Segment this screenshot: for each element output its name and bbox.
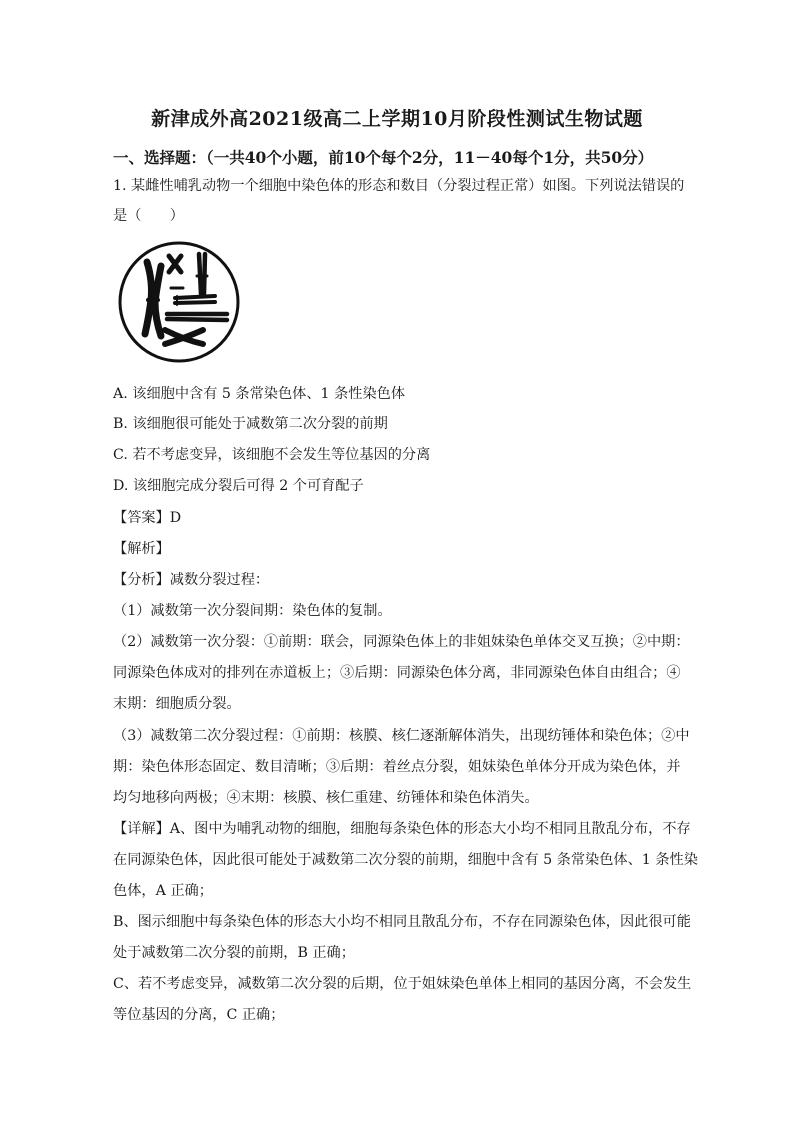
analysis-line: 均匀地移向两极；④末期：核膜、核仁重建、纺锤体和染色体消失。 (113, 790, 539, 806)
detail-line: B、图示细胞中每条染色体的形态大小均不相同且散乱分布，不存在同源染色体，因此很可能 (113, 914, 691, 930)
cell-chromosome-diagram-icon (117, 240, 241, 364)
section-heading: 一、选择题：（一共40个小题，前10个每个2分，11－40每个1分，共50分） (113, 148, 654, 167)
analysis-line: 期：染色体形态固定、数目清晰；③后期：着丝点分裂，姐妹染色单体分开成为染色体，并 (113, 759, 681, 775)
question-stem-line-1: 1. 某雌性哺乳动物一个细胞中染色体的形态和数目（分裂过程正常）如图。下列说法错误的 (113, 178, 685, 194)
analysis-heading: 【解析】 (113, 541, 170, 557)
option-c: C. 若不考虑变异，该细胞不会发生等位基因的分离 (113, 447, 431, 463)
page-title: 新津成外高2021级高二上学期10月阶段性测试生物试题 (151, 108, 643, 130)
analysis-line: 同源染色体成对的排列在赤道板上；③后期：同源染色体分离，非同源染色体自由组合；④ (113, 665, 681, 681)
answer-line: 【答案】D (113, 510, 182, 526)
analysis-line: 【分析】减数分裂过程： (113, 572, 270, 588)
detail-line: 【详解】A、图中为哺乳动物的细胞，细胞每条染色体的形态大小均不相同且散乱分布，不存 (113, 821, 691, 837)
analysis-line: （3）减数第二次分裂过程：①前期：核膜、核仁逐渐解体消失，出现纺锤体和染色体；②中 (113, 728, 690, 744)
question-stem-line-2: 是（ ） (113, 208, 184, 224)
analysis-line: 末期：细胞质分裂。 (113, 696, 241, 712)
detail-line: 处于减数第二次分裂的前期，B 正确； (113, 945, 355, 961)
analysis-line: （1）减数第一次分裂间期：染色体的复制。 (113, 603, 392, 619)
analysis-line: （2）减数第一次分裂：①前期：联会，同源染色体上的非姐妹染色单体交叉互换；②中期： (113, 634, 690, 650)
detail-line: 色体，A 正确； (113, 883, 213, 899)
detail-line: C、若不考虑变异，减数第二次分裂的后期，位于姐妹染色单体上相同的基因分离，不会发生 (113, 976, 692, 992)
option-a: A. 该细胞中含有 5 条常染色体、1 条性染色体 (113, 386, 406, 402)
detail-line: 等位基因的分离，C 正确； (113, 1007, 285, 1023)
option-b: B. 该细胞很可能处于减数第二次分裂的前期 (113, 416, 388, 432)
detail-line: 在同源染色体，因此很可能处于减数第二次分裂的前期，细胞中含有 5 条常染色体、1 条性染 (113, 852, 698, 868)
option-d: D. 该细胞完成分裂后可得 2 个可育配子 (113, 478, 364, 494)
